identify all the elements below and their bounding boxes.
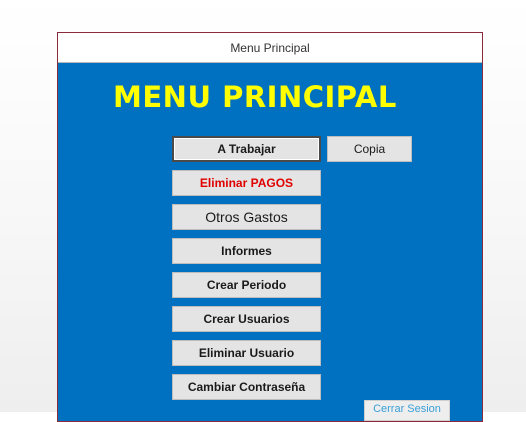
eliminar-pagos-button[interactable]: Eliminar PAGOS bbox=[172, 170, 321, 196]
eliminar-usuario-button[interactable]: Eliminar Usuario bbox=[172, 340, 321, 366]
otros-gastos-button[interactable]: Otros Gastos bbox=[172, 204, 321, 230]
window-title: Menu Principal bbox=[230, 40, 310, 55]
crear-periodo-button[interactable]: Crear Periodo bbox=[172, 272, 321, 298]
menu-banner-title: MENU PRINCIPAL bbox=[113, 80, 397, 114]
cambiar-contrasena-button[interactable]: Cambiar Contraseña bbox=[172, 374, 321, 400]
crear-usuarios-button[interactable]: Crear Usuarios bbox=[172, 306, 321, 332]
cerrar-sesion-button[interactable]: Cerrar Sesion bbox=[364, 400, 450, 421]
window-title-bar bbox=[58, 33, 482, 63]
a-trabajar-button[interactable]: A Trabajar bbox=[172, 136, 321, 162]
copia-button[interactable]: Copia bbox=[327, 136, 412, 162]
menu-principal-window bbox=[57, 32, 483, 422]
informes-button[interactable]: Informes bbox=[172, 238, 321, 264]
